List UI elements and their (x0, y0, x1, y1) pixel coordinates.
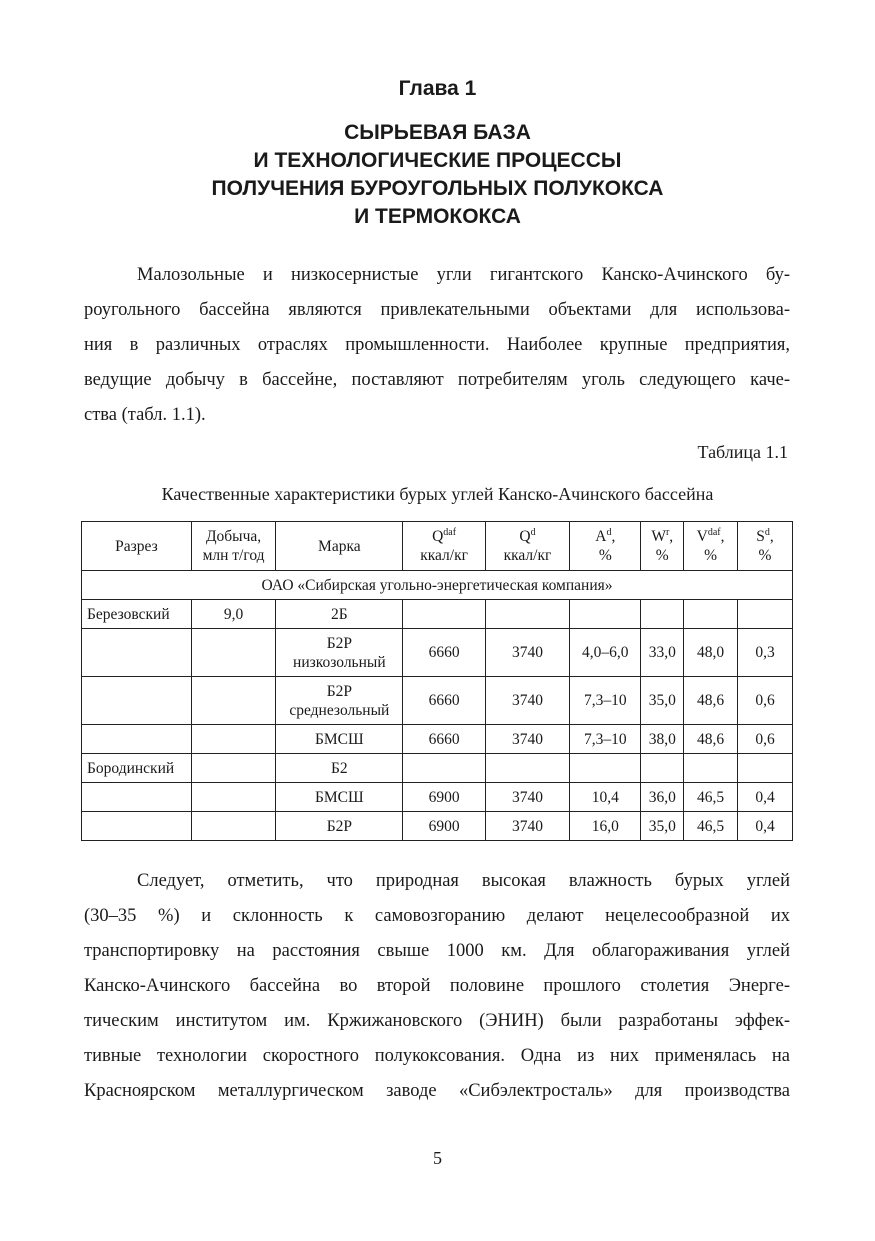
cell-dobycha (191, 812, 275, 841)
title-line: И ТЕРМОКОКСА (354, 205, 521, 228)
cell-wr: 35,0 (641, 812, 684, 841)
table-row (82, 783, 793, 812)
cell-ad: 4,0–6,0 (570, 629, 641, 677)
cell-marka: Б2Р среднезольный (276, 677, 403, 725)
cell-dobycha (191, 783, 275, 812)
title-line: ПОЛУЧЕНИЯ БУРОУГОЛЬНЫХ ПОЛУКОКСА (211, 177, 664, 200)
cell-dobycha (191, 629, 275, 677)
header-sd: $S^d$, % (738, 522, 793, 571)
cell-dobycha (191, 725, 275, 754)
cell-sd: 0,4 (738, 783, 793, 812)
cell-razrez (82, 629, 192, 677)
text-line: транспортировку на расстояния свыше 1000 км. Для облагораживания углей (84, 941, 790, 961)
table-label: Таблица 1.1 (697, 442, 788, 462)
table-caption: Качественные характеристики бурых углей Канско-Ачинского бассейна (161, 484, 714, 504)
table-row (82, 677, 793, 725)
cell-dobycha (191, 754, 275, 783)
cell-qd (485, 754, 569, 783)
cell-vdaf: 48,6 (684, 677, 738, 725)
cell-qd: 3740 (485, 629, 569, 677)
title-line: И ТЕХНОЛОГИЧЕСКИЕ ПРОЦЕССЫ (253, 149, 622, 172)
header-vdaf: $V^{daf}$, % (684, 522, 738, 571)
cell-razrez (82, 677, 192, 725)
text-line: ства (табл. 1.1). (84, 405, 206, 425)
cell-qd: 3740 (485, 812, 569, 841)
cell-sd: 0,3 (738, 629, 793, 677)
title-line: СЫРЬЕВАЯ БАЗА (344, 121, 531, 144)
cell-ad: 16,0 (570, 812, 641, 841)
header-marka: Марка (276, 522, 403, 571)
cell-razrez (82, 812, 192, 841)
cell-wr (641, 600, 684, 629)
cell-qdaf: 6900 (403, 783, 485, 812)
cell-qdaf: 6660 (403, 677, 485, 725)
header-wr: $W^r$, % (641, 522, 684, 571)
cell-sd: 0,4 (738, 812, 793, 841)
header-ad: $A^d$, % (570, 522, 641, 571)
cell-qd: 3740 (485, 725, 569, 754)
chapter-title (0, 119, 875, 231)
text-line: Красноярском металлургическом заводе «Сибэлектросталь» для производства (84, 1081, 790, 1101)
cell-marka: БМСШ (276, 725, 403, 754)
cell-vdaf (684, 754, 738, 783)
text-line: (30–35 %) и склонность к самовозгоранию делают нецелесообразной их (84, 906, 790, 926)
cell-ad: 7,3–10 (570, 725, 641, 754)
intro-paragraph (84, 258, 790, 433)
cell-sd (738, 754, 793, 783)
cell-qdaf (403, 754, 485, 783)
cell-wr: 35,0 (641, 677, 684, 725)
text-line: ния в различных отраслях промышленности. Наиболее крупные предприятия, (84, 335, 790, 355)
cell-vdaf (684, 600, 738, 629)
text-line: Следует, отметить, что природная высокая влажность бурых углей (137, 871, 790, 891)
text-line: роугольного бассейна являются привлекательными объектами для использова- (84, 300, 790, 320)
chapter-heading: Глава 1 (398, 77, 477, 100)
table-row (82, 629, 793, 677)
cell-marka: 2Б (276, 600, 403, 629)
table-row (82, 754, 793, 783)
text-line: Малозольные и низкосернистые угли гигантского Канско-Ачинского бу- (137, 265, 790, 285)
cell-vdaf: 46,5 (684, 812, 738, 841)
page-number: 5 (433, 1148, 442, 1168)
cell-wr: 33,0 (641, 629, 684, 677)
text-line: тивные технологии скоростного полукоксования. Одна из них применялась на (84, 1046, 790, 1066)
cell-qdaf (403, 600, 485, 629)
cell-marka: Б2Р (276, 812, 403, 841)
table-group-row (82, 571, 793, 600)
table-row (82, 725, 793, 754)
cell-sd: 0,6 (738, 725, 793, 754)
body-paragraph (84, 864, 790, 1109)
cell-vdaf: 46,5 (684, 783, 738, 812)
cell-wr: 38,0 (641, 725, 684, 754)
cell-marka: Б2 (276, 754, 403, 783)
table-row (82, 600, 793, 629)
cell-dobycha (191, 677, 275, 725)
cell-razrez (82, 783, 192, 812)
cell-vdaf: 48,6 (684, 725, 738, 754)
header-qdaf: $Q^{daf}$ ккал/кг (403, 522, 485, 571)
cell-marka: БМСШ (276, 783, 403, 812)
cell-sd (738, 600, 793, 629)
cell-ad (570, 754, 641, 783)
cell-qd: 3740 (485, 783, 569, 812)
cell-ad: 10,4 (570, 783, 641, 812)
cell-ad (570, 600, 641, 629)
text-line: ведущие добычу в бассейне, поставляют потребителям уголь следующего каче- (84, 370, 790, 390)
cell-vdaf: 48,0 (684, 629, 738, 677)
company-name: ОАО «Сибирская угольно-энергетическая компания» (82, 571, 793, 600)
cell-qdaf: 6660 (403, 629, 485, 677)
header-dobycha: Добыча, млн т/год (191, 522, 275, 571)
header-razrez: Разрез (82, 522, 192, 571)
cell-qdaf: 6660 (403, 725, 485, 754)
table-header-row (82, 522, 793, 571)
cell-marka: Б2Р низкозольный (276, 629, 403, 677)
header-qd: $Q^d$ ккал/кг (485, 522, 569, 571)
text-line: Канско-Ачинского бассейна во второй половине прошлого столетия Энерге- (84, 976, 790, 996)
cell-razrez: Бородинский (82, 754, 192, 783)
cell-razrez (82, 725, 192, 754)
cell-sd: 0,6 (738, 677, 793, 725)
cell-ad: 7,3–10 (570, 677, 641, 725)
text-line: тическим институтом им. Кржижановского (ЭНИН) были разработаны эффек- (84, 1011, 790, 1031)
cell-wr: 36,0 (641, 783, 684, 812)
cell-razrez: Березовский (82, 600, 192, 629)
cell-qdaf: 6900 (403, 812, 485, 841)
cell-qd (485, 600, 569, 629)
coal-quality-table (81, 521, 793, 841)
table-row (82, 812, 793, 841)
cell-dobycha: 9,0 (191, 600, 275, 629)
cell-wr (641, 754, 684, 783)
cell-qd: 3740 (485, 677, 569, 725)
